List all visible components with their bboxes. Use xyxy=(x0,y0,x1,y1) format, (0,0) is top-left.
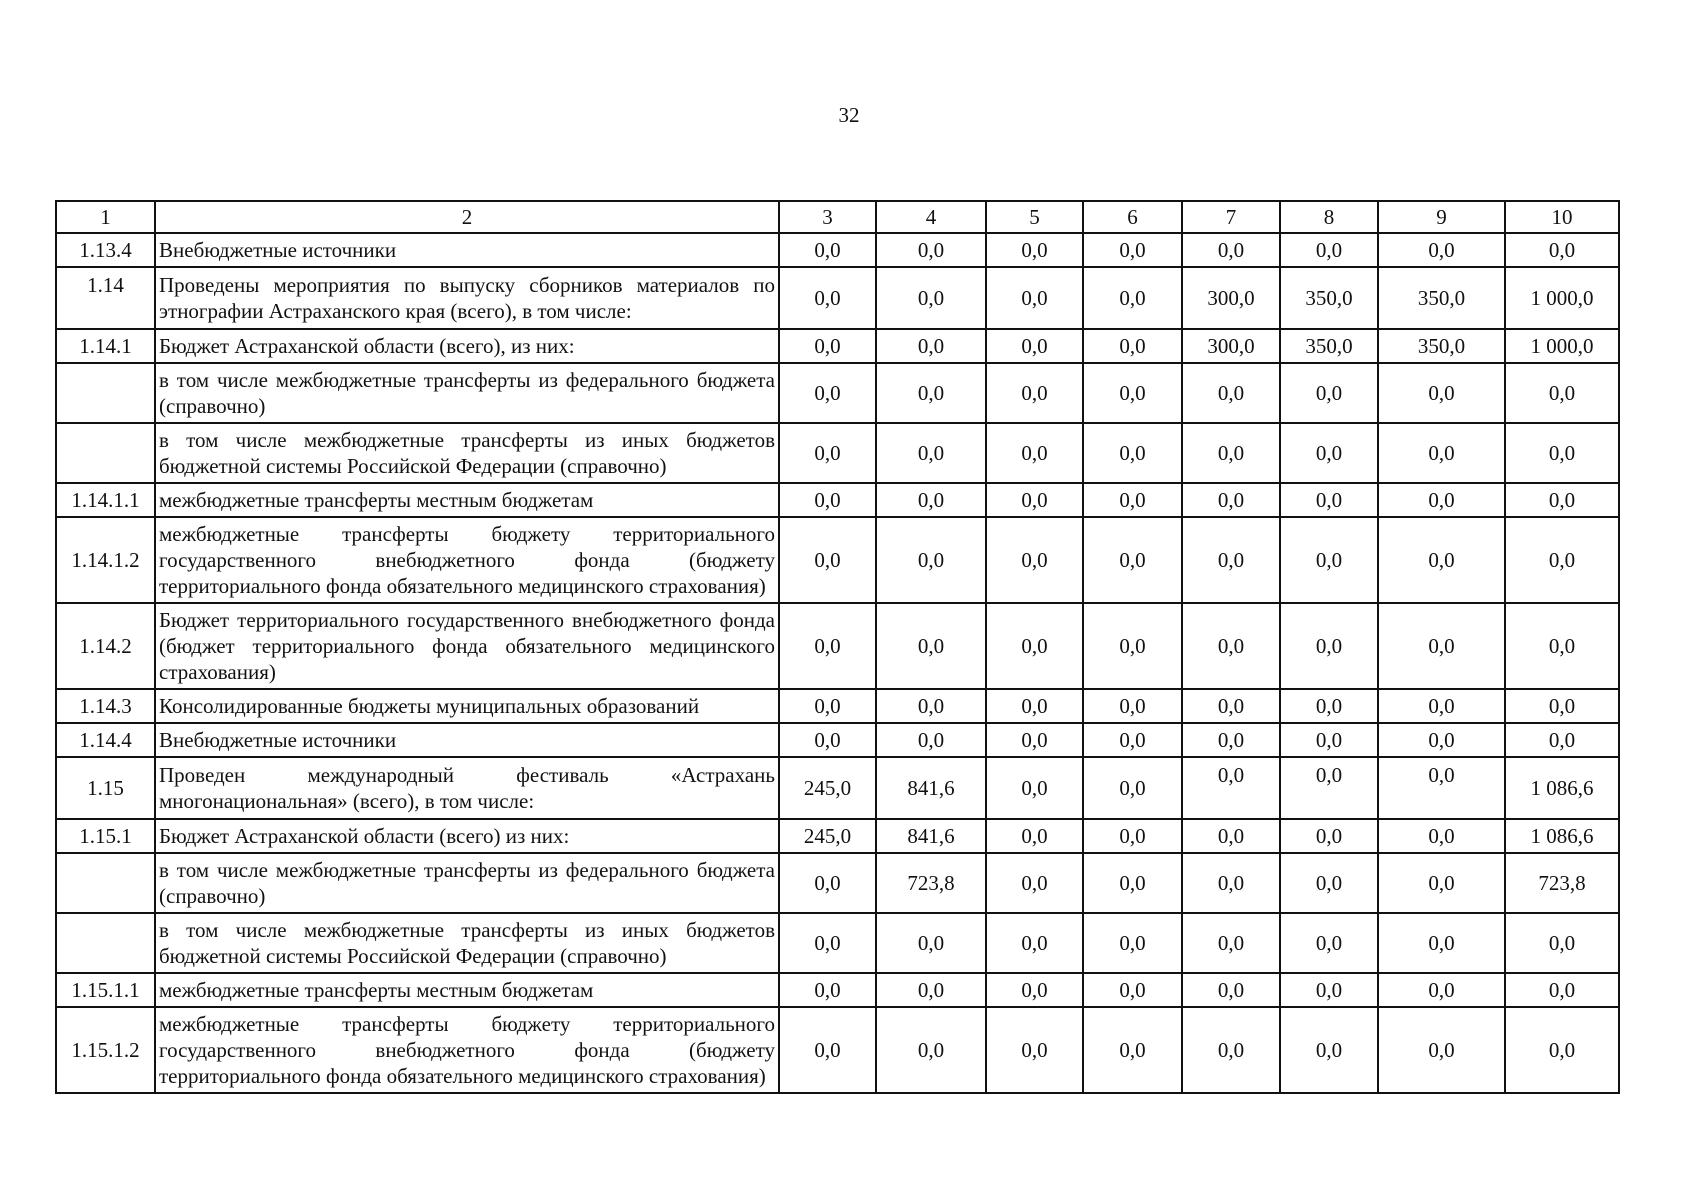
value-cell: 0,0 xyxy=(1505,603,1619,689)
value-cell: 0,0 xyxy=(1378,423,1505,483)
row-code xyxy=(56,853,155,913)
header-cell: 3 xyxy=(779,201,876,233)
table-row xyxy=(56,483,1619,517)
table-row xyxy=(56,329,1619,363)
value-cell: 0,0 xyxy=(1378,853,1505,913)
row-description: Бюджет территориального государственного внебюджетного фонда (бюджет территориального фонда обязательного медицинского страхования) xyxy=(155,603,779,689)
value-cell: 0,0 xyxy=(1083,689,1182,723)
row-description: Консолидированные бюджеты муниципальных образований xyxy=(155,689,779,723)
value-cell: 0,0 xyxy=(1505,423,1619,483)
table-row xyxy=(56,723,1619,757)
value-cell: 350,0 xyxy=(1280,329,1378,363)
value-cell: 0,0 xyxy=(1280,819,1378,853)
header-cell: 10 xyxy=(1505,201,1619,233)
page-number: 32 xyxy=(838,103,860,127)
value-cell: 0,0 xyxy=(986,723,1083,757)
value-cell: 0,0 xyxy=(876,423,986,483)
value-cell: 0,0 xyxy=(1083,1007,1182,1093)
value-cell: 0,0 xyxy=(779,1007,876,1093)
header-cell: 4 xyxy=(876,201,986,233)
value-cell: 0,0 xyxy=(876,1007,986,1093)
value-cell: 1 000,0 xyxy=(1505,267,1619,329)
value-cell: 0,0 xyxy=(779,329,876,363)
value-cell: 0,0 xyxy=(1280,483,1378,517)
row-description: в том числе межбюджетные трансферты из федерального бюджета (справочно) xyxy=(155,363,779,423)
value-cell: 0,0 xyxy=(876,233,986,267)
value-cell: 0,0 xyxy=(1182,423,1280,483)
value-cell: 0,0 xyxy=(876,723,986,757)
value-cell: 0,0 xyxy=(986,363,1083,423)
value-cell: 0,0 xyxy=(1182,757,1280,819)
value-cell: 0,0 xyxy=(1182,853,1280,913)
value-cell: 0,0 xyxy=(986,517,1083,603)
value-cell: 0,0 xyxy=(1083,483,1182,517)
value-cell: 0,0 xyxy=(1083,329,1182,363)
value-cell: 0,0 xyxy=(1505,689,1619,723)
value-cell: 350,0 xyxy=(1280,267,1378,329)
value-cell: 0,0 xyxy=(986,853,1083,913)
value-cell: 0,0 xyxy=(779,723,876,757)
value-cell: 0,0 xyxy=(1182,603,1280,689)
header-cell: 2 xyxy=(155,201,779,233)
table-row xyxy=(56,267,1619,329)
value-cell: 0,0 xyxy=(1083,423,1182,483)
value-cell: 0,0 xyxy=(1378,819,1505,853)
value-cell: 0,0 xyxy=(1378,363,1505,423)
row-code: 1.14 xyxy=(56,267,155,329)
row-code: 1.14.2 xyxy=(56,603,155,689)
row-description: межбюджетные трансферты бюджету территориального государственного внебюджетного фонда (бюджету территориального фонда обязательного медицинского страхования) xyxy=(155,517,779,603)
value-cell: 0,0 xyxy=(1083,517,1182,603)
value-cell: 0,0 xyxy=(1280,423,1378,483)
value-cell: 0,0 xyxy=(1378,757,1505,819)
value-cell: 0,0 xyxy=(876,483,986,517)
value-cell: 0,0 xyxy=(1182,517,1280,603)
row-description: межбюджетные трансферты бюджету территориального государственного внебюджетного фонда (бюджету территориального фонда обязательного медицинского страхования) xyxy=(155,1007,779,1093)
value-cell: 0,0 xyxy=(1505,363,1619,423)
value-cell: 0,0 xyxy=(1280,723,1378,757)
value-cell: 0,0 xyxy=(1182,1007,1280,1093)
value-cell: 0,0 xyxy=(1182,913,1280,973)
value-cell: 1 086,6 xyxy=(1505,757,1619,819)
value-cell: 0,0 xyxy=(779,483,876,517)
value-cell: 0,0 xyxy=(986,689,1083,723)
value-cell: 0,0 xyxy=(986,913,1083,973)
row-description: межбюджетные трансферты местным бюджетам xyxy=(155,483,779,517)
value-cell: 0,0 xyxy=(1182,973,1280,1007)
value-cell: 0,0 xyxy=(1083,973,1182,1007)
value-cell: 0,0 xyxy=(1378,723,1505,757)
value-cell: 0,0 xyxy=(1378,603,1505,689)
value-cell: 0,0 xyxy=(1182,723,1280,757)
table-row xyxy=(56,853,1619,913)
value-cell: 0,0 xyxy=(1505,483,1619,517)
value-cell: 841,6 xyxy=(876,757,986,819)
value-cell: 0,0 xyxy=(876,603,986,689)
table-row xyxy=(56,423,1619,483)
value-cell: 0,0 xyxy=(779,689,876,723)
value-cell: 0,0 xyxy=(779,363,876,423)
row-description: Внебюджетные источники xyxy=(155,233,779,267)
value-cell: 0,0 xyxy=(1280,973,1378,1007)
value-cell: 0,0 xyxy=(1182,819,1280,853)
row-description: в том числе межбюджетные трансферты из иных бюджетов бюджетной системы Российской Федерации (справочно) xyxy=(155,913,779,973)
value-cell: 0,0 xyxy=(986,819,1083,853)
value-cell: 0,0 xyxy=(1505,517,1619,603)
value-cell: 0,0 xyxy=(876,363,986,423)
value-cell: 0,0 xyxy=(1280,1007,1378,1093)
value-cell: 0,0 xyxy=(1083,233,1182,267)
value-cell: 0,0 xyxy=(986,483,1083,517)
value-cell: 723,8 xyxy=(876,853,986,913)
table-row xyxy=(56,603,1619,689)
row-code: 1.15.1 xyxy=(56,819,155,853)
row-code xyxy=(56,363,155,423)
value-cell: 0,0 xyxy=(1378,973,1505,1007)
value-cell: 0,0 xyxy=(986,267,1083,329)
value-cell: 0,0 xyxy=(986,973,1083,1007)
value-cell: 0,0 xyxy=(779,853,876,913)
row-code: 1.14.1.2 xyxy=(56,517,155,603)
value-cell: 0,0 xyxy=(1182,483,1280,517)
row-code: 1.13.4 xyxy=(56,233,155,267)
value-cell: 0,0 xyxy=(1505,973,1619,1007)
value-cell: 0,0 xyxy=(986,423,1083,483)
row-code: 1.15 xyxy=(56,757,155,819)
table-row xyxy=(56,689,1619,723)
table-row xyxy=(56,973,1619,1007)
value-cell: 0,0 xyxy=(1280,517,1378,603)
value-cell: 0,0 xyxy=(779,913,876,973)
budget-table xyxy=(55,200,1620,1094)
row-description: Проведен международный фестиваль «Астрахань многонациональная» (всего), в том числе: xyxy=(155,757,779,819)
row-description: в том числе межбюджетные трансферты из федерального бюджета (справочно) xyxy=(155,853,779,913)
value-cell: 0,0 xyxy=(1378,689,1505,723)
value-cell: 0,0 xyxy=(779,603,876,689)
value-cell: 0,0 xyxy=(1280,689,1378,723)
value-cell: 350,0 xyxy=(1378,329,1505,363)
header-cell: 8 xyxy=(1280,201,1378,233)
value-cell: 0,0 xyxy=(1280,913,1378,973)
header-cell: 1 xyxy=(56,201,155,233)
table-row xyxy=(56,233,1619,267)
row-code: 1.15.1.2 xyxy=(56,1007,155,1093)
value-cell: 0,0 xyxy=(1083,853,1182,913)
value-cell: 0,0 xyxy=(986,233,1083,267)
row-description: межбюджетные трансферты местным бюджетам xyxy=(155,973,779,1007)
value-cell: 0,0 xyxy=(779,233,876,267)
value-cell: 0,0 xyxy=(986,329,1083,363)
value-cell: 0,0 xyxy=(1083,913,1182,973)
row-code: 1.14.4 xyxy=(56,723,155,757)
budget-table-container xyxy=(55,200,1618,1094)
value-cell: 0,0 xyxy=(1280,603,1378,689)
table-row xyxy=(56,1007,1619,1093)
value-cell: 0,0 xyxy=(876,517,986,603)
value-cell: 0,0 xyxy=(779,267,876,329)
row-description: Проведены мероприятия по выпуску сборников материалов по этнографии Астраханского края (всего), в том числе: xyxy=(155,267,779,329)
row-description: Бюджет Астраханской области (всего) из них: xyxy=(155,819,779,853)
value-cell: 841,6 xyxy=(876,819,986,853)
value-cell: 0,0 xyxy=(1083,819,1182,853)
header-cell: 5 xyxy=(986,201,1083,233)
table-row xyxy=(56,913,1619,973)
value-cell: 0,0 xyxy=(1083,603,1182,689)
table-row xyxy=(56,363,1619,423)
table-row xyxy=(56,819,1619,853)
value-cell: 0,0 xyxy=(876,973,986,1007)
value-cell: 0,0 xyxy=(876,913,986,973)
value-cell: 0,0 xyxy=(986,603,1083,689)
value-cell: 0,0 xyxy=(1280,757,1378,819)
header-cell: 7 xyxy=(1182,201,1280,233)
value-cell: 0,0 xyxy=(1280,853,1378,913)
value-cell: 0,0 xyxy=(1083,267,1182,329)
row-description: в том числе межбюджетные трансферты из иных бюджетов бюджетной системы Российской Федерации (справочно) xyxy=(155,423,779,483)
value-cell: 0,0 xyxy=(1182,233,1280,267)
value-cell: 0,0 xyxy=(1378,913,1505,973)
value-cell: 0,0 xyxy=(986,1007,1083,1093)
value-cell: 0,0 xyxy=(1505,723,1619,757)
row-description: Внебюджетные источники xyxy=(155,723,779,757)
table-header-row xyxy=(56,201,1619,233)
value-cell: 300,0 xyxy=(1182,329,1280,363)
value-cell: 300,0 xyxy=(1182,267,1280,329)
value-cell: 245,0 xyxy=(779,819,876,853)
value-cell: 0,0 xyxy=(779,517,876,603)
row-code xyxy=(56,913,155,973)
value-cell: 723,8 xyxy=(1505,853,1619,913)
value-cell: 0,0 xyxy=(876,329,986,363)
value-cell: 0,0 xyxy=(1182,689,1280,723)
value-cell: 0,0 xyxy=(1505,233,1619,267)
value-cell: 0,0 xyxy=(1505,1007,1619,1093)
value-cell: 0,0 xyxy=(1280,233,1378,267)
value-cell: 0,0 xyxy=(779,423,876,483)
table-row xyxy=(56,517,1619,603)
header-cell: 9 xyxy=(1378,201,1505,233)
value-cell: 0,0 xyxy=(779,973,876,1007)
value-cell: 0,0 xyxy=(1083,363,1182,423)
row-code: 1.14.3 xyxy=(56,689,155,723)
value-cell: 0,0 xyxy=(876,267,986,329)
value-cell: 350,0 xyxy=(1378,267,1505,329)
value-cell: 0,0 xyxy=(1505,913,1619,973)
row-code xyxy=(56,423,155,483)
value-cell: 0,0 xyxy=(1378,483,1505,517)
value-cell: 1 086,6 xyxy=(1505,819,1619,853)
value-cell: 245,0 xyxy=(779,757,876,819)
value-cell: 0,0 xyxy=(1378,517,1505,603)
row-code: 1.15.1.1 xyxy=(56,973,155,1007)
row-code: 1.14.1.1 xyxy=(56,483,155,517)
value-cell: 0,0 xyxy=(1083,723,1182,757)
header-cell: 6 xyxy=(1083,201,1182,233)
table-row xyxy=(56,757,1619,819)
value-cell: 0,0 xyxy=(1083,757,1182,819)
value-cell: 0,0 xyxy=(1378,1007,1505,1093)
value-cell: 0,0 xyxy=(986,757,1083,819)
value-cell: 0,0 xyxy=(1182,363,1280,423)
value-cell: 0,0 xyxy=(1378,233,1505,267)
row-description: Бюджет Астраханской области (всего), из них: xyxy=(155,329,779,363)
value-cell: 1 000,0 xyxy=(1505,329,1619,363)
value-cell: 0,0 xyxy=(876,689,986,723)
row-code: 1.14.1 xyxy=(56,329,155,363)
value-cell: 0,0 xyxy=(1280,363,1378,423)
